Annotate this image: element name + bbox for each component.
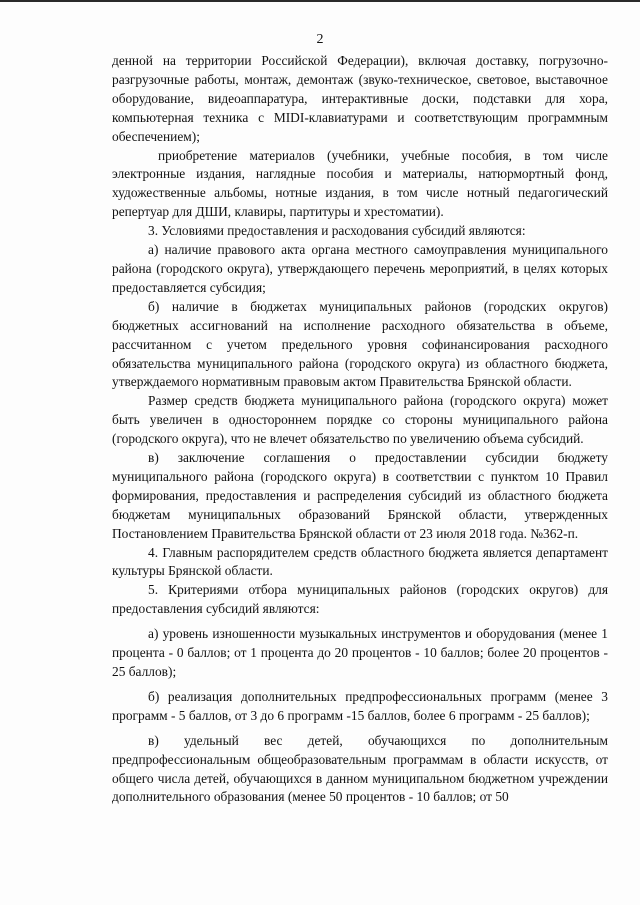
paragraph-materials: приобретение материалов (учебники, учебные пособия, в том числе электронные издания, наглядные пособия и материалы, натюрмортный фонд, художественные альбомы, нотные издания, в том числе нотный педагогический репертуар для ДШИ, клавиры, партитуры и хрестоматии).: [112, 147, 608, 220]
document-body: [112, 52, 608, 807]
paragraph-item-4: 4. Главным распорядителем средств областного бюджета является департамент культуры Брянской области.: [112, 544, 608, 579]
paragraph-item-5b: б) реализация дополнительных предпрофессиональных программ (менее 3 программ - 5 баллов, от 3 до 6 программ -15 баллов, более 6 программ - 25 баллов);: [112, 688, 608, 723]
paragraph-item-5v: в) удельный вес детей, обучающихся по дополнительным предпрофессиональным общеобразовательным программам в области искусств, от общего числа детей, обучающихся в данном муниципальном бюджетном учреждении дополнительного образования (менее 50 процентов - 10 баллов; от 50: [112, 732, 608, 805]
paragraph-item-3v: в) заключение соглашения о предоставлении субсидии бюджету муниципального района (городского округа) в соответствии с пунктом 10 Правил формирования, предоставления и распределения субсидий из областного бюджета бюджетам муниципальных образований Брянской области, утвержденных Постановлением Правительства Брянской области от 23 июля 2018 года. №362-п.: [112, 450, 608, 541]
paragraph-budget-size: Размер средств бюджета муниципального района (городского округа) может быть увеличен в одностороннем порядке со стороны муниципального района (городского округа), что не влечет обязательство по увеличению объема субсидий.: [112, 393, 608, 447]
paragraph-item-3a: а) наличие правового акта органа местного самоуправления муниципального района (городского округа), утверждающего перечень мероприятий, в целях которых предоставляется субсидия;: [112, 242, 608, 295]
paragraph-item-3b: б) наличие в бюджетах муниципальных районов (городских округов) бюджетных ассигнований на исполнение расходного обязательства в объеме, рассчитанном с учетом предельного уровня софинансирования расходного обязательства муниципального района (городского округа) из областного бюджета, утверждаемого нормативным правовым актом Правительства Брянской области.: [112, 298, 608, 390]
top-border-line: [0, 0, 640, 2]
paragraph-continuation: денной на территории Российской Федерации), включая доставку, погрузочно-разгрузочные работы, монтаж, демонтаж (звуко-техническое, световое, выставочное оборудование, видеоаппаратура, интерактивные доски, подставки для хора, компьютерная техника с MIDI-клавиатурами и соответствующим программным обеспечением);: [112, 53, 608, 144]
paragraph-item-5: 5. Критериями отбора муниципальных районов (городских округов) для предоставления субсидий являются:: [112, 582, 608, 617]
paragraph-item-3: 3. Условиями предоставления и расходования субсидий являются:: [148, 223, 526, 239]
page-number: 2: [316, 32, 324, 47]
paragraph-item-5a: а) уровень изношенности музыкальных инструментов и оборудования (менее 1 процента - 0 баллов; от 1 процента до 20 процентов - 10 баллов; более 20 процентов - 25 баллов);: [112, 626, 608, 679]
